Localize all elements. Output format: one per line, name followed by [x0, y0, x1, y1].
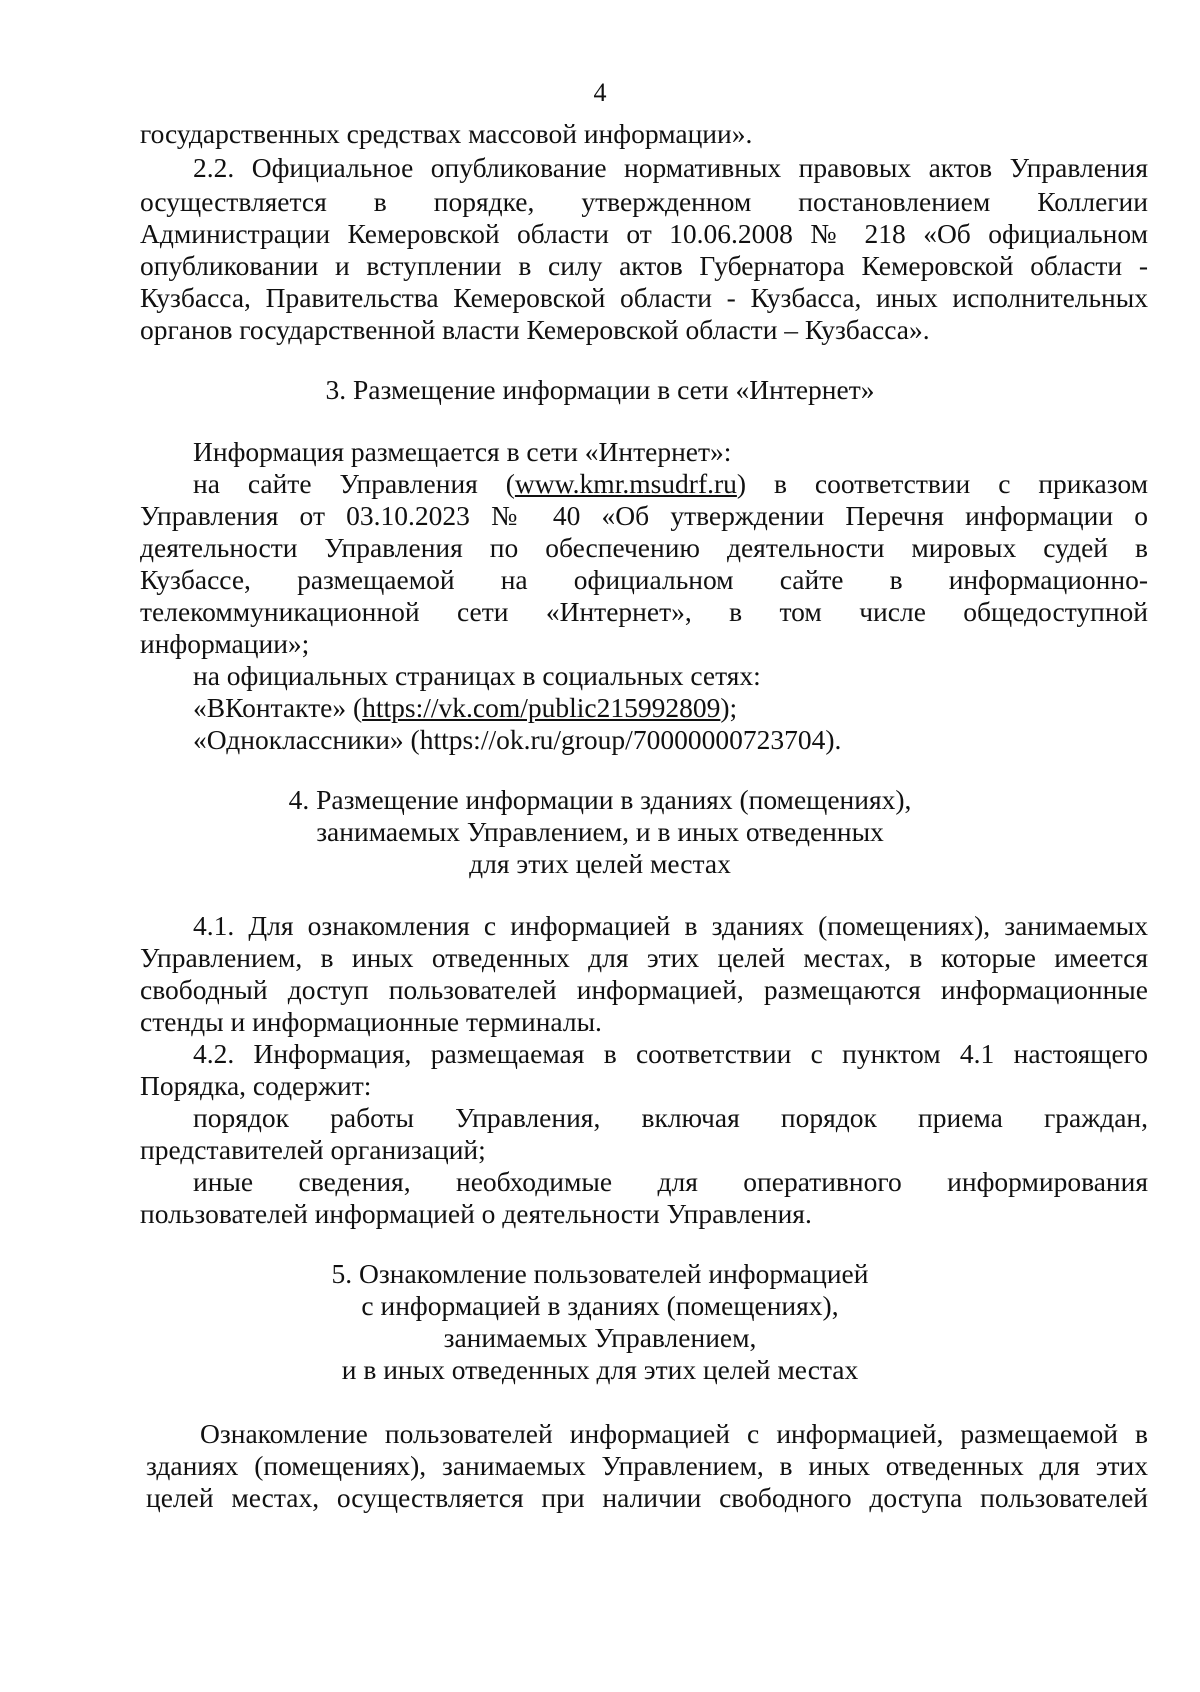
text-line: Кузбассе, размещаемой на официальном сайте в информационно-: [140, 564, 1148, 595]
page-number: 4: [593, 78, 607, 107]
text-line: деятельности Управления по обеспечению деятельности мировых судей в: [140, 532, 1148, 563]
text-line: Порядка, содержит:: [140, 1070, 372, 1101]
section-heading: 5. Ознакомление пользователей информацией: [331, 1258, 869, 1289]
text-line: Информация размещается в сети «Интернет»:: [193, 436, 732, 467]
text-line: пользователей информацией о деятельности Управления.: [140, 1198, 812, 1229]
text-line: на сайте Управления (www.kmr.msudrf.ru) в соответствии с приказом: [193, 468, 1148, 499]
text-line: порядок работы Управления, включая порядок приема граждан,: [193, 1102, 1148, 1133]
text-line: телекоммуникационной сети «Интернет», в том числе общедоступной: [140, 596, 1148, 627]
text-line: зданиях (помещениях), занимаемых Управлением, в иных отведенных для этих: [146, 1450, 1148, 1481]
text-line: 2.2. Официальное опубликование нормативных правовых актов Управления: [193, 152, 1148, 183]
text-line: стенды и информационные терминалы.: [140, 1006, 602, 1037]
text-line: свободный доступ пользователей информацией, размещаются информационные: [140, 974, 1148, 1005]
text-line: осуществляется в порядке, утвержденном постановлением Коллегии: [140, 186, 1148, 217]
text-line: Ознакомление пользователей информацией с информацией, размещаемой в: [200, 1418, 1148, 1449]
text-line: государственных средствах массовой информации».: [140, 118, 753, 149]
text-line: информации»;: [140, 628, 310, 659]
section-heading: занимаемых Управлением, и в иных отведенных: [316, 816, 884, 847]
text-line: опубликовании и вступлении в силу актов Губернатора Кемеровской области -: [140, 250, 1148, 281]
text-line: 4.1. Для ознакомления с информацией в зданиях (помещениях), занимаемых: [193, 910, 1148, 941]
text-line: Кузбасса, Правительства Кемеровской области - Кузбасса, иных исполнительных: [140, 282, 1148, 313]
text-line: целей местах, осуществляется при наличии свободного доступа пользователей: [146, 1482, 1148, 1513]
section-heading: для этих целей местах: [469, 848, 731, 879]
site-link[interactable]: www.kmr.msudrf.ru: [514, 468, 737, 499]
text-line: «Одноклассники» (https://ok.ru/group/70000000723704).: [193, 724, 842, 755]
text-line: Управления от 03.10.2023 № 40 «Об утверждении Перечня информации о: [140, 500, 1148, 531]
text-line: иные сведения, необходимые для оперативного информирования: [193, 1166, 1148, 1197]
section-heading: 3. Размещение информации в сети «Интернет»: [325, 374, 875, 405]
section-heading: занимаемых Управлением,: [443, 1322, 757, 1353]
text-line: на официальных страницах в социальных сетях:: [193, 660, 761, 691]
section-heading: и в иных отведенных для этих целей местах: [341, 1354, 859, 1385]
section-heading: с информацией в зданиях (помещениях),: [361, 1290, 839, 1321]
text-line: органов государственной власти Кемеровской области – Кузбасса».: [140, 314, 930, 345]
text-line: Администрации Кемеровской области от 10.06.2008 № 218 «Об официальном: [140, 218, 1148, 249]
text-line: 4.2. Информация, размещаемая в соответствии с пунктом 4.1 настоящего: [193, 1038, 1148, 1069]
text-line: «ВКонтакте» (https://vk.com/public215992809);: [193, 692, 738, 723]
text-line: представителей организаций;: [140, 1134, 486, 1165]
section-heading: 4. Размещение информации в зданиях (помещениях),: [288, 784, 912, 815]
text-line: Управлением, в иных отведенных для этих целей местах, в которые имеется: [140, 942, 1148, 973]
vk-link[interactable]: https://vk.com/public215992809: [362, 692, 721, 723]
